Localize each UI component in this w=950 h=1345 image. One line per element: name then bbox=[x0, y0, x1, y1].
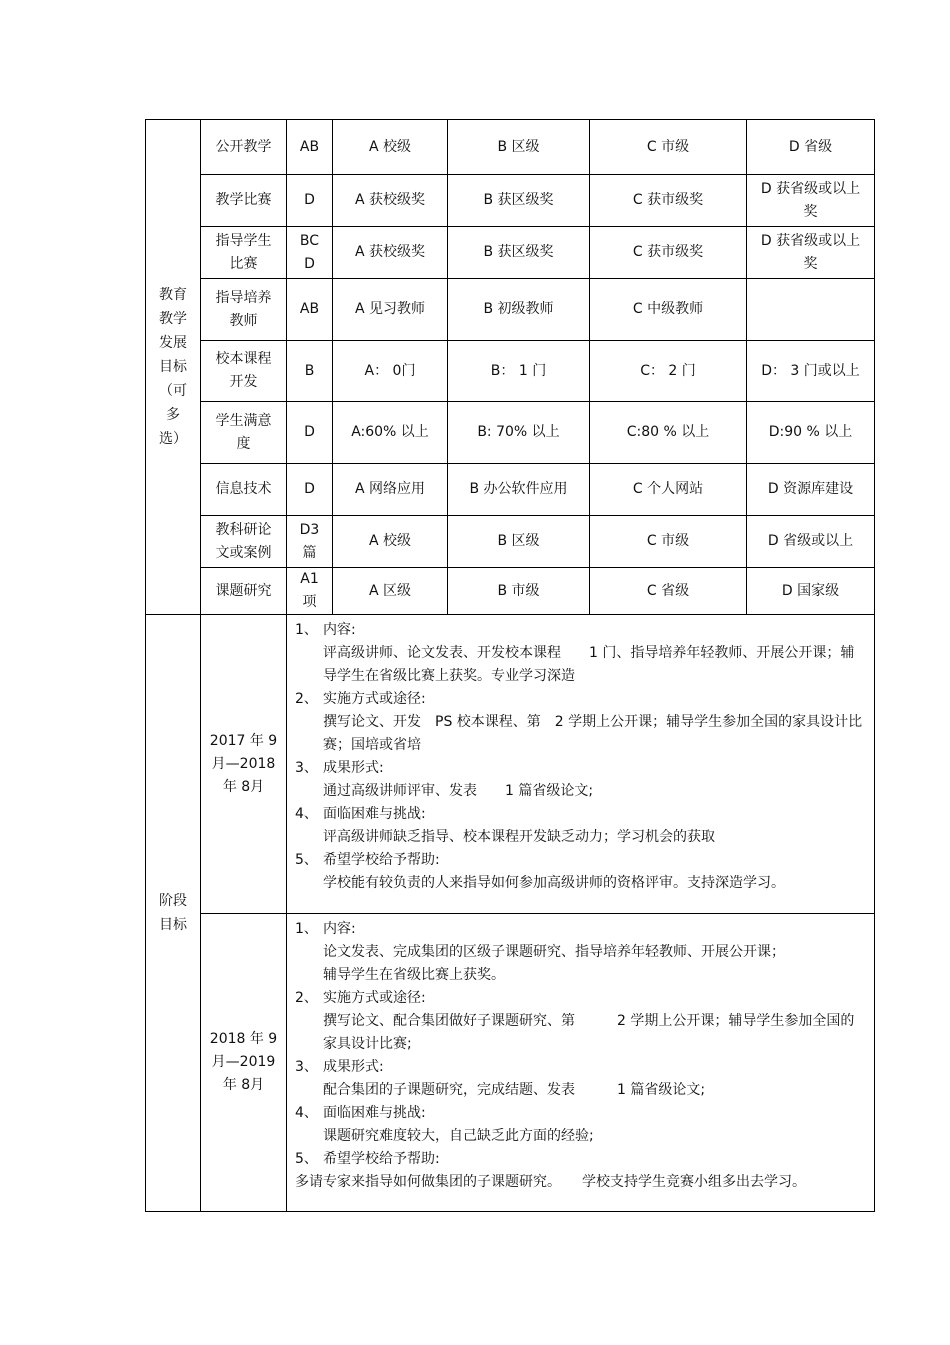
goal-d-cell: D 资源库建设 bbox=[747, 464, 875, 516]
goal-name-cell: 指导培养教师 bbox=[201, 279, 287, 341]
goal-row bbox=[146, 175, 875, 227]
goal-name-cell: 公开教学 bbox=[201, 120, 287, 175]
goal-b-cell: B 获区级奖 bbox=[448, 227, 590, 279]
stage-item-body: 配合集团的子课题研究，完成结题、发表 1 篇省级论文; bbox=[323, 1082, 706, 1098]
goal-name-cell: 课题研究 bbox=[201, 568, 287, 615]
goal-row bbox=[146, 120, 875, 175]
stage-item-title: 希望学校给予帮助: bbox=[323, 1151, 440, 1167]
goal-b-cell: B 市级 bbox=[448, 568, 590, 615]
stage-item bbox=[295, 918, 866, 987]
goal-name-cell: 指导学生比赛 bbox=[201, 227, 287, 279]
stage-item-title: 内容: bbox=[323, 622, 356, 638]
stage-item bbox=[295, 1102, 866, 1148]
goal-choice-cell: AB bbox=[287, 120, 333, 175]
goal-b-cell: B 初级教师 bbox=[448, 279, 590, 341]
stage-item-title: 内容: bbox=[323, 921, 356, 937]
goal-d-cell: D 获省级或以上奖 bbox=[747, 175, 875, 227]
goal-a-cell: A 见习教师 bbox=[333, 279, 448, 341]
stage-item-number: 2、 bbox=[295, 691, 318, 707]
stage-item-title: 实施方式或途径: bbox=[323, 691, 426, 707]
stage-item bbox=[295, 619, 866, 688]
goal-row bbox=[146, 341, 875, 402]
goal-d-cell: D： 3 门或以上 bbox=[747, 341, 875, 402]
development-plan-table bbox=[145, 119, 875, 1212]
stage-item-title: 面临困难与挑战: bbox=[323, 1105, 426, 1121]
stage-item-body: 评高级讲师、论文发表、开发校本课程 1 门、指导培养年轻教师、开展公开课；辅导学生在省级比赛上获奖。专业学习深造 bbox=[323, 645, 855, 684]
goal-choice-cell: D3 篇 bbox=[287, 516, 333, 568]
goal-d-cell bbox=[747, 279, 875, 341]
goal-choice-cell: D bbox=[287, 175, 333, 227]
stage-item-title: 成果形式: bbox=[323, 760, 384, 776]
stage-item-number: 4、 bbox=[295, 1105, 318, 1121]
stage-item-number: 3、 bbox=[295, 1059, 318, 1075]
stage-item-body: 撰写论文、开发 PS 校本课程、第 2 学期上公开课；辅导学生参加全国的家具设计比赛；国培或省培 bbox=[323, 714, 863, 753]
goal-choice-cell: AB bbox=[287, 279, 333, 341]
stage-item-number: 5、 bbox=[295, 852, 318, 868]
goal-d-cell: D:90 % 以上 bbox=[747, 402, 875, 464]
stage-item-number: 2、 bbox=[295, 990, 318, 1006]
goal-choice-cell: BC D bbox=[287, 227, 333, 279]
goal-name-cell: 信息技术 bbox=[201, 464, 287, 516]
goal-c-cell: C 市级 bbox=[590, 120, 747, 175]
goal-c-cell: C 省级 bbox=[590, 568, 747, 615]
stage-content-cell bbox=[287, 914, 875, 1212]
goal-c-cell: C:80 % 以上 bbox=[590, 402, 747, 464]
stage-item bbox=[295, 757, 866, 803]
goal-name-cell: 教学比赛 bbox=[201, 175, 287, 227]
goal-c-cell: C 获市级奖 bbox=[590, 175, 747, 227]
stage-closing-text: 多请专家来指导如何做集团的子课题研究。 学校支持学生竞赛小组多出去学习。 bbox=[295, 1174, 806, 1190]
goals-section-label: 教育教学发展目标（可多选） bbox=[146, 120, 201, 615]
goal-b-cell: B 区级 bbox=[448, 516, 590, 568]
goal-b-cell: B: 70% 以上 bbox=[448, 402, 590, 464]
stage-item bbox=[295, 849, 866, 895]
goal-row bbox=[146, 279, 875, 341]
goal-a-cell: A 获校级奖 bbox=[333, 227, 448, 279]
goal-a-cell: A 获校级奖 bbox=[333, 175, 448, 227]
stage-item-body: 撰写论文、配合集团做好子课题研究、第 2 学期上公开课；辅导学生参加全国的家具设计比赛; bbox=[323, 1013, 855, 1052]
stage-item bbox=[295, 987, 866, 1056]
goal-c-cell: C 市级 bbox=[590, 516, 747, 568]
goal-c-cell: C： 2 门 bbox=[590, 341, 747, 402]
goal-c-cell: C 个人网站 bbox=[590, 464, 747, 516]
stage-item-body: 课题研究难度较大，自己缺乏此方面的经验; bbox=[323, 1128, 594, 1144]
goal-c-cell: C 获市级奖 bbox=[590, 227, 747, 279]
goal-a-cell: A 校级 bbox=[333, 516, 448, 568]
goal-a-cell: A： 0门 bbox=[333, 341, 448, 402]
goal-b-cell: B： 1 门 bbox=[448, 341, 590, 402]
goal-b-cell: B 获区级奖 bbox=[448, 175, 590, 227]
goal-d-cell: D 国家级 bbox=[747, 568, 875, 615]
stage-item bbox=[295, 803, 866, 849]
stage-item-number: 3、 bbox=[295, 760, 318, 776]
goal-row bbox=[146, 568, 875, 615]
goal-row bbox=[146, 464, 875, 516]
stage-item bbox=[295, 1148, 866, 1171]
goal-d-cell: D 获省级或以上奖 bbox=[747, 227, 875, 279]
stage-item-number: 4、 bbox=[295, 806, 318, 822]
goal-name-cell: 学生满意度 bbox=[201, 402, 287, 464]
goal-row bbox=[146, 227, 875, 279]
stage-item-title: 成果形式: bbox=[323, 1059, 384, 1075]
goal-a-cell: A 区级 bbox=[333, 568, 448, 615]
stage-item bbox=[295, 688, 866, 757]
stage-item-number: 1、 bbox=[295, 921, 318, 937]
stage-item bbox=[295, 1056, 866, 1102]
goal-d-cell: D 省级或以上 bbox=[747, 516, 875, 568]
goal-choice-cell: D bbox=[287, 402, 333, 464]
stage-row bbox=[146, 615, 875, 914]
stage-item-number: 1、 bbox=[295, 622, 318, 638]
stage-period-cell: 2018 年 9 月—2019 年 8月 bbox=[201, 914, 287, 1212]
goal-row bbox=[146, 516, 875, 568]
goal-a-cell: A:60% 以上 bbox=[333, 402, 448, 464]
stages-section-label: 阶段目标 bbox=[146, 615, 201, 1212]
goal-name-cell: 校本课程开发 bbox=[201, 341, 287, 402]
goal-choice-cell: D bbox=[287, 464, 333, 516]
stage-item-body: 通过高级讲师评审、发表 1 篇省级论文; bbox=[323, 783, 594, 799]
stage-content-cell bbox=[287, 615, 875, 914]
goal-d-cell: D 省级 bbox=[747, 120, 875, 175]
goal-choice-cell: B bbox=[287, 341, 333, 402]
stage-item-body: 论文发表、完成集团的区级子课题研究、指导培养年轻教师、开展公开课； bbox=[323, 944, 785, 960]
stage-item-body: 学校能有较负责的人来指导如何参加高级讲师的资格评审。支持深造学习。 bbox=[323, 875, 785, 891]
goal-b-cell: B 区级 bbox=[448, 120, 590, 175]
goal-row bbox=[146, 402, 875, 464]
stage-row bbox=[146, 914, 875, 1212]
goal-a-cell: A 校级 bbox=[333, 120, 448, 175]
stage-item-title: 实施方式或途径: bbox=[323, 990, 426, 1006]
stage-item-title: 希望学校给予帮助: bbox=[323, 852, 440, 868]
stage-item-body: 评高级讲师缺乏指导、校本课程开发缺乏动力；学习机会的获取 bbox=[323, 829, 715, 845]
goal-a-cell: A 网络应用 bbox=[333, 464, 448, 516]
stage-period-cell: 2017 年 9 月—2018 年 8月 bbox=[201, 615, 287, 914]
goal-choice-cell: A1 项 bbox=[287, 568, 333, 615]
goal-name-cell: 教科研论文或案例 bbox=[201, 516, 287, 568]
goal-c-cell: C 中级教师 bbox=[590, 279, 747, 341]
stage-item-body: 辅导学生在省级比赛上获奖。 bbox=[323, 967, 505, 983]
stage-item-number: 5、 bbox=[295, 1151, 318, 1167]
stage-item-title: 面临困难与挑战: bbox=[323, 806, 426, 822]
goal-b-cell: B 办公软件应用 bbox=[448, 464, 590, 516]
